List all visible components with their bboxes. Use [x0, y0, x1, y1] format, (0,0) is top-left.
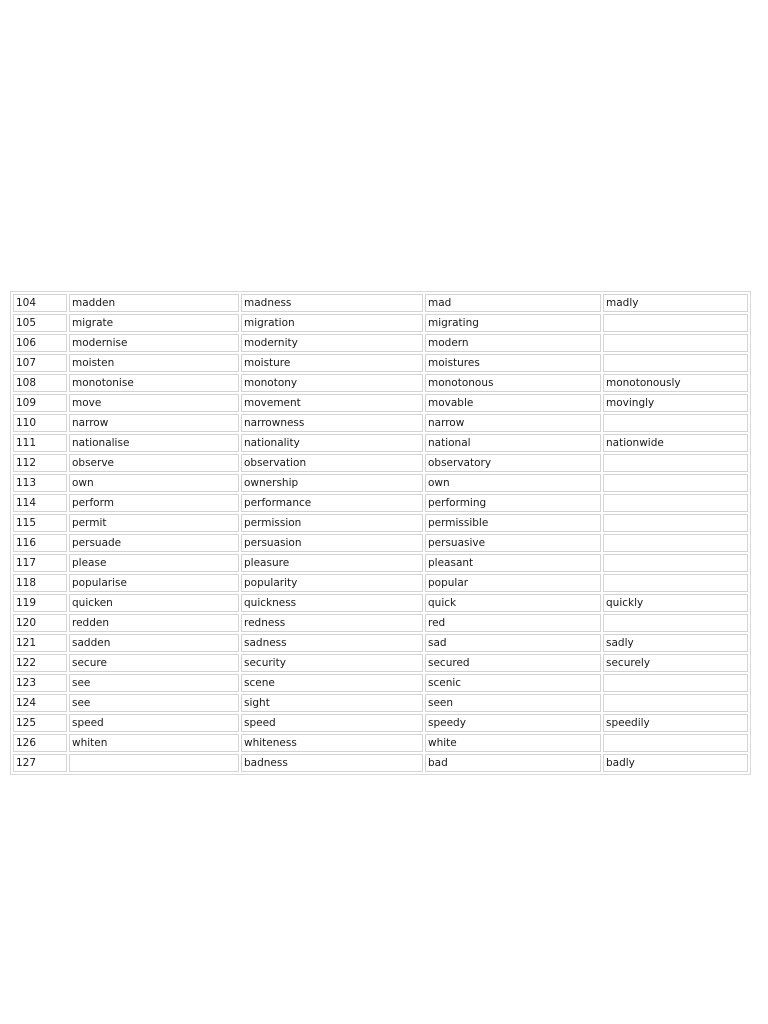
word-forms-table-body — [13, 294, 748, 772]
table-row — [13, 314, 748, 332]
noun-cell: redness — [241, 614, 423, 632]
table-row — [13, 354, 748, 372]
adverb-cell: quickly — [603, 594, 748, 612]
adjective-cell: red — [425, 614, 601, 632]
verb-cell: madden — [69, 294, 239, 312]
adjective-cell: own — [425, 474, 601, 492]
adjective-cell: mad — [425, 294, 601, 312]
row-number-cell: 105 — [13, 314, 67, 332]
adjective-cell: scenic — [425, 674, 601, 692]
noun-cell: security — [241, 654, 423, 672]
table-row — [13, 394, 748, 412]
adjective-cell: observatory — [425, 454, 601, 472]
row-number-cell: 111 — [13, 434, 67, 452]
noun-cell: permission — [241, 514, 423, 532]
verb-cell: quicken — [69, 594, 239, 612]
noun-cell: performance — [241, 494, 423, 512]
adverb-cell: badly — [603, 754, 748, 772]
row-number-cell: 123 — [13, 674, 67, 692]
table-row — [13, 294, 748, 312]
row-number-cell: 117 — [13, 554, 67, 572]
verb-cell: see — [69, 694, 239, 712]
table-row — [13, 754, 748, 772]
table-row — [13, 374, 748, 392]
adjective-cell: performing — [425, 494, 601, 512]
noun-cell: quickness — [241, 594, 423, 612]
adverb-cell — [603, 514, 748, 532]
table-row — [13, 614, 748, 632]
noun-cell: sight — [241, 694, 423, 712]
adjective-cell: modern — [425, 334, 601, 352]
adverb-cell: nationwide — [603, 434, 748, 452]
adjective-cell: seen — [425, 694, 601, 712]
verb-cell: modernise — [69, 334, 239, 352]
table-row — [13, 514, 748, 532]
noun-cell: monotony — [241, 374, 423, 392]
row-number-cell: 108 — [13, 374, 67, 392]
adverb-cell — [603, 674, 748, 692]
noun-cell: badness — [241, 754, 423, 772]
verb-cell: perform — [69, 494, 239, 512]
noun-cell: modernity — [241, 334, 423, 352]
verb-cell: secure — [69, 654, 239, 672]
adjective-cell: quick — [425, 594, 601, 612]
row-number-cell: 126 — [13, 734, 67, 752]
noun-cell: scene — [241, 674, 423, 692]
table-row — [13, 494, 748, 512]
verb-cell: nationalise — [69, 434, 239, 452]
word-forms-table — [10, 291, 751, 775]
table-row — [13, 674, 748, 692]
adverb-cell — [603, 494, 748, 512]
adverb-cell: sadly — [603, 634, 748, 652]
adjective-cell: speedy — [425, 714, 601, 732]
row-number-cell: 124 — [13, 694, 67, 712]
verb-cell: popularise — [69, 574, 239, 592]
row-number-cell: 113 — [13, 474, 67, 492]
row-number-cell: 114 — [13, 494, 67, 512]
verb-cell: monotonise — [69, 374, 239, 392]
row-number-cell: 107 — [13, 354, 67, 372]
row-number-cell: 127 — [13, 754, 67, 772]
verb-cell: whiten — [69, 734, 239, 752]
adjective-cell: sad — [425, 634, 601, 652]
adjective-cell: white — [425, 734, 601, 752]
adverb-cell: madly — [603, 294, 748, 312]
verb-cell: narrow — [69, 414, 239, 432]
noun-cell: nationality — [241, 434, 423, 452]
noun-cell: whiteness — [241, 734, 423, 752]
row-number-cell: 121 — [13, 634, 67, 652]
table-row — [13, 634, 748, 652]
table-row — [13, 534, 748, 552]
row-number-cell: 109 — [13, 394, 67, 412]
noun-cell: narrowness — [241, 414, 423, 432]
table-row — [13, 454, 748, 472]
verb-cell — [69, 754, 239, 772]
noun-cell: ownership — [241, 474, 423, 492]
table-row — [13, 434, 748, 452]
noun-cell: migration — [241, 314, 423, 332]
adjective-cell: popular — [425, 574, 601, 592]
adjective-cell: migrating — [425, 314, 601, 332]
adjective-cell: pleasant — [425, 554, 601, 572]
adjective-cell: narrow — [425, 414, 601, 432]
table-row — [13, 414, 748, 432]
adverb-cell — [603, 414, 748, 432]
adverb-cell — [603, 354, 748, 372]
table-row — [13, 334, 748, 352]
noun-cell: speed — [241, 714, 423, 732]
adjective-cell: national — [425, 434, 601, 452]
row-number-cell: 120 — [13, 614, 67, 632]
adjective-cell: movable — [425, 394, 601, 412]
row-number-cell: 112 — [13, 454, 67, 472]
row-number-cell: 118 — [13, 574, 67, 592]
noun-cell: movement — [241, 394, 423, 412]
table-row — [13, 654, 748, 672]
adjective-cell: monotonous — [425, 374, 601, 392]
adverb-cell — [603, 614, 748, 632]
adverb-cell — [603, 334, 748, 352]
verb-cell: permit — [69, 514, 239, 532]
table-row — [13, 594, 748, 612]
noun-cell: moisture — [241, 354, 423, 372]
row-number-cell: 104 — [13, 294, 67, 312]
noun-cell: pleasure — [241, 554, 423, 572]
verb-cell: own — [69, 474, 239, 492]
row-number-cell: 122 — [13, 654, 67, 672]
adverb-cell: monotonously — [603, 374, 748, 392]
verb-cell: move — [69, 394, 239, 412]
adverb-cell: speedily — [603, 714, 748, 732]
verb-cell: see — [69, 674, 239, 692]
adjective-cell: bad — [425, 754, 601, 772]
adverb-cell — [603, 734, 748, 752]
noun-cell: madness — [241, 294, 423, 312]
row-number-cell: 106 — [13, 334, 67, 352]
noun-cell: persuasion — [241, 534, 423, 552]
row-number-cell: 115 — [13, 514, 67, 532]
adverb-cell — [603, 314, 748, 332]
verb-cell: please — [69, 554, 239, 572]
adverb-cell — [603, 474, 748, 492]
table-row — [13, 554, 748, 572]
row-number-cell: 116 — [13, 534, 67, 552]
table-row — [13, 714, 748, 732]
table-row — [13, 734, 748, 752]
verb-cell: redden — [69, 614, 239, 632]
table-row — [13, 694, 748, 712]
adjective-cell: persuasive — [425, 534, 601, 552]
adverb-cell — [603, 554, 748, 572]
verb-cell: moisten — [69, 354, 239, 372]
verb-cell: persuade — [69, 534, 239, 552]
adverb-cell — [603, 574, 748, 592]
verb-cell: migrate — [69, 314, 239, 332]
row-number-cell: 110 — [13, 414, 67, 432]
table-row — [13, 574, 748, 592]
noun-cell: popularity — [241, 574, 423, 592]
adjective-cell: permissible — [425, 514, 601, 532]
row-number-cell: 119 — [13, 594, 67, 612]
noun-cell: observation — [241, 454, 423, 472]
adverb-cell — [603, 454, 748, 472]
adverb-cell: movingly — [603, 394, 748, 412]
noun-cell: sadness — [241, 634, 423, 652]
table-row — [13, 474, 748, 492]
row-number-cell: 125 — [13, 714, 67, 732]
verb-cell: speed — [69, 714, 239, 732]
adjective-cell: moistures — [425, 354, 601, 372]
adverb-cell: securely — [603, 654, 748, 672]
adverb-cell — [603, 694, 748, 712]
adjective-cell: secured — [425, 654, 601, 672]
adverb-cell — [603, 534, 748, 552]
verb-cell: sadden — [69, 634, 239, 652]
verb-cell: observe — [69, 454, 239, 472]
